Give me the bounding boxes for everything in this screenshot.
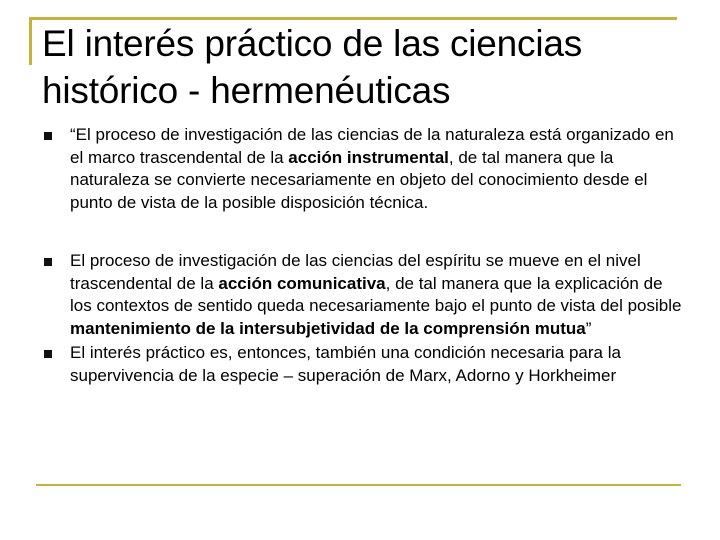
title-accent-left-line [29,17,32,65]
bullet-item-2 [44,250,684,340]
slide-title-line-1: El interés práctico de las ciencias [42,23,583,64]
bullet-2-text-part-2: , de tal manera que la explicación de los contextos de sentido queda necesariamente bajo el punto de vista del posible [70,273,682,315]
square-bullet-icon [44,132,52,140]
bullet-item-1 [44,124,684,214]
bullet-3-text: El interés práctico es, entonces, también una condición necesaria para la supervivencia de la especie – superación de Marx, Adorno y Horkheimer [70,343,621,385]
square-bullet-icon [44,258,52,266]
bullet-1-text-part-1: “El proceso de investigación de las ciencias de la naturaleza está organizado en el marco trascendental de la [70,125,674,167]
bullet-2-bold-term-1: acción comunicativa [218,273,386,293]
slide-title [42,20,682,114]
slide-title-line-2: histórico - hermenéuticas [42,70,451,111]
bullet-1-text-part-2: , de tal manera que la naturaleza se convierte necesariamente en objeto del conocimiento desde el punto de vista de la posible disposición técnica. [70,147,648,212]
bullet-2-bold-term-2: mantenimiento de la intersubjetividad de la comprensión mutua [70,318,586,338]
bullet-list [44,124,684,387]
bullet-2-text-part-1: El proceso de investigación de las ciencias del espíritu se mueve en el nivel trascendental de la [70,251,641,293]
bottom-accent-line [36,484,681,486]
bullet-item-3 [44,342,684,387]
square-bullet-icon [44,350,52,358]
bullet-1-bold-term: acción instrumental [288,147,449,167]
bullet-2-text-part-3: ” [585,318,592,338]
